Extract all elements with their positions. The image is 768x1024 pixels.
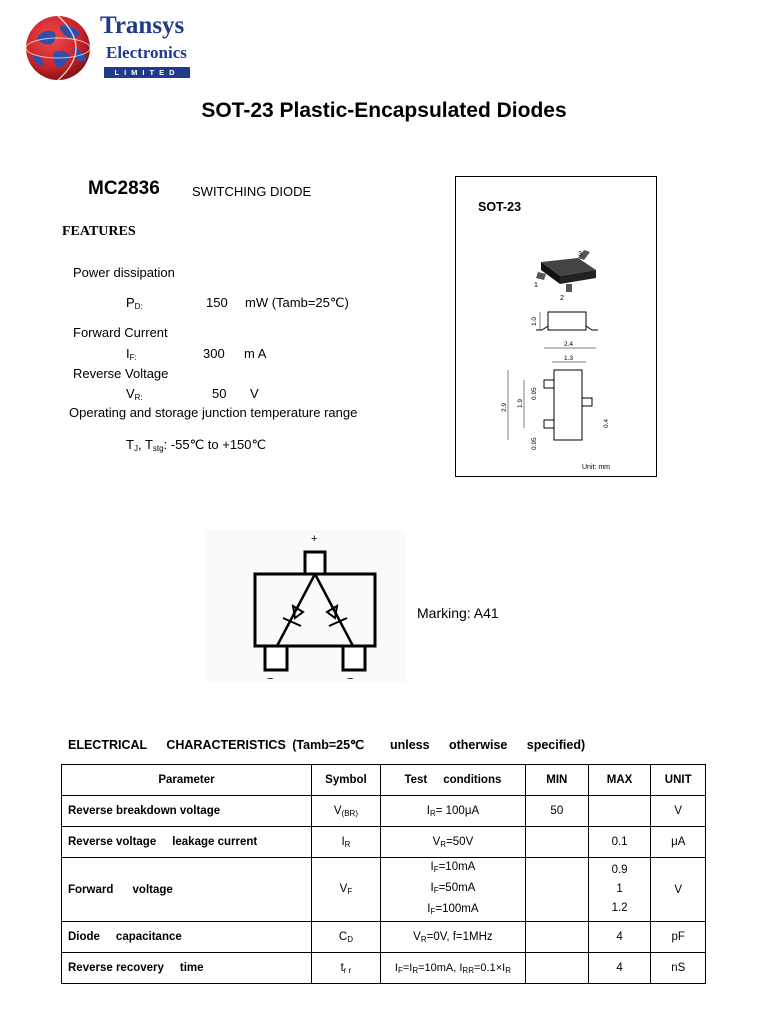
param-cell: Reverse voltage leakage current: [62, 827, 312, 858]
symbol-cell: $t_{r r}$: [311, 953, 380, 984]
param-cell: Diode capacitance: [62, 922, 312, 953]
temperature-range: $T_J$, $T_{stg}$: -55℃ to +150℃: [126, 437, 267, 453]
company-logo: [24, 14, 96, 82]
pd-unit: mW (Tamb=25℃): [245, 295, 349, 310]
electrical-characteristics-title: ELECTRICAL CHARACTERISTICS (Tamb=25℃ unless otherwise specified): [68, 738, 586, 752]
table-row: [62, 953, 706, 984]
part-number: MC2836: [88, 178, 160, 199]
cathode-2-label: −: [347, 673, 354, 682]
header-unit: UNIT: [651, 765, 706, 796]
max-cell: [588, 796, 651, 827]
table-row: [62, 922, 706, 953]
globe-icon: [24, 14, 96, 82]
table-header-row: [62, 765, 706, 796]
pin-1-label: 1: [534, 282, 538, 289]
dim-width-total: 2.4: [564, 341, 574, 348]
unit-cell: nS: [651, 953, 706, 984]
condition-cell: $I_R= 100\mu A$: [380, 796, 525, 827]
min-cell: [525, 922, 588, 953]
if-symbol: $I_{F:}$: [126, 346, 137, 362]
logo-name: Transys: [100, 12, 185, 39]
features-heading: FEATURES: [62, 224, 136, 239]
power-dissipation-label: Power dissipation: [73, 265, 175, 280]
symbol-cell: $V_{(BR)}$: [311, 796, 380, 827]
condition-cell: $I_F=10mA$ $I_F=50mA$ $I_F=100mA$: [380, 858, 525, 922]
symbol-cell: $I_R$: [311, 827, 380, 858]
reverse-voltage-label: Reverse Voltage: [73, 366, 169, 381]
unit-cell: μA: [651, 827, 706, 858]
cathode-1-label: −: [267, 673, 274, 682]
package-outline-drawing: [456, 230, 656, 460]
pin-2-label: 2: [560, 295, 564, 302]
table-row: [62, 858, 706, 922]
part-description: SWITCHING DIODE: [192, 184, 312, 199]
vr-value: 50: [212, 386, 227, 401]
dim-lead-width: 0.4: [603, 418, 610, 428]
dim-height: 1.0: [531, 316, 538, 326]
vr-symbol: $V_{R:}$: [126, 386, 143, 402]
dim-length: 2.9: [501, 402, 508, 412]
unit-cell: V: [651, 858, 706, 922]
param-cell: Reverse recovery time: [62, 953, 312, 984]
header-test-conditions: Test conditions: [380, 765, 525, 796]
dim-pitch-2: 0.95: [531, 437, 538, 450]
table-row: [62, 796, 706, 827]
dim-pitch-total: 1.9: [517, 398, 524, 408]
pd-value: 150: [206, 295, 228, 310]
temperature-label: Operating and storage junction temperature range: [69, 405, 358, 420]
logo-subname: Electronics: [106, 43, 187, 62]
unit-note: Unit: mm: [582, 464, 610, 471]
param-cell: Reverse breakdown voltage: [62, 796, 312, 827]
symbol-cell: $C_D$: [311, 922, 380, 953]
marking-code: Marking: A41: [417, 605, 499, 621]
param-cell: Forward voltage: [62, 858, 312, 922]
header-parameter: Parameter: [62, 765, 312, 796]
pd-symbol: $P_{D:}$: [126, 295, 143, 311]
condition-cell: $I_F=I_R=10mA$, $I_{RR}=0.1\times I_R$: [380, 953, 525, 984]
max-cell: 0.9 1 1.2: [588, 858, 651, 922]
anode-plus-label: +: [311, 533, 318, 545]
min-cell: [525, 953, 588, 984]
unit-cell: pF: [651, 922, 706, 953]
min-cell: [525, 827, 588, 858]
diode-schematic: [205, 530, 405, 682]
condition-cell: $V_R=0V$, f=1MHz: [380, 922, 525, 953]
vr-unit: V: [250, 386, 259, 401]
logo-limited-bar: LIMITED: [104, 67, 190, 78]
dim-width-body: 1.3: [564, 355, 574, 362]
header-max: MAX: [588, 765, 651, 796]
if-value: 300: [203, 346, 225, 361]
electrical-characteristics-table: [61, 764, 706, 984]
min-cell: 50: [525, 796, 588, 827]
table-row: [62, 827, 706, 858]
condition-cell: $V_R=50V$: [380, 827, 525, 858]
package-label: SOT-23: [478, 200, 522, 214]
pin-3-label: 3: [578, 251, 582, 258]
page-title: SOT-23 Plastic-Encapsulated Diodes: [201, 99, 567, 122]
max-cell: 4: [588, 953, 651, 984]
dim-pitch-1: 0.95: [531, 387, 538, 400]
unit-cell: V: [651, 796, 706, 827]
forward-current-label: Forward Current: [73, 325, 168, 340]
max-cell: 0.1: [588, 827, 651, 858]
if-unit: m A: [244, 346, 267, 361]
symbol-cell: $V_F$: [311, 858, 380, 922]
max-cell: 4: [588, 922, 651, 953]
header-min: MIN: [525, 765, 588, 796]
min-cell: [525, 858, 588, 922]
header-symbol: Symbol: [311, 765, 380, 796]
